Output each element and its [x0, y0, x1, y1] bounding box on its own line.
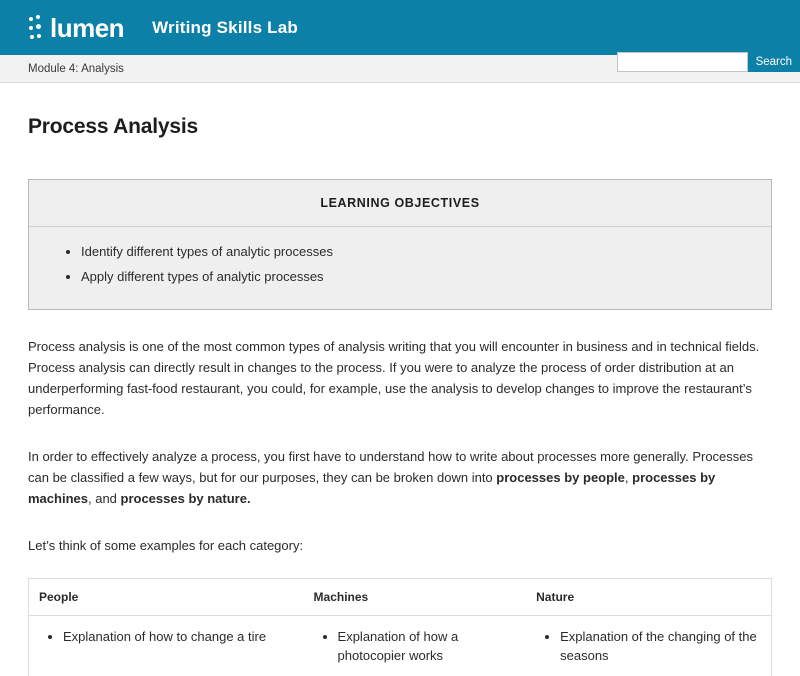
cell-people	[29, 616, 304, 676]
lumen-dots-icon	[28, 15, 44, 41]
list-item: • Apply different types of analytic processes	[81, 268, 761, 287]
search-button[interactable]: Search	[748, 52, 800, 72]
breadcrumb[interactable]: Module 4: Analysis	[28, 62, 124, 75]
paragraph-1: Process analysis is one of the most common types of analysis writing that you will encounter in business and in technical fields. Process analysis can directly result in changes to the process. If you were to analyze the process of order distribution at an underperforming fast-food restaurant, you could, for example, use the analysis to develop changes to improve the restaurant’s performance.	[28, 338, 760, 417]
list-item: • Identify different types of analytic processes	[81, 243, 761, 262]
term-processes-by-people: processes by people	[496, 469, 625, 485]
list-item: • Explanation of how a photocopier works	[338, 628, 521, 666]
site-header	[0, 0, 800, 55]
paragraph-2	[28, 446, 772, 509]
paragraph-2-sep-1: ,	[624, 469, 633, 485]
table-row	[29, 616, 771, 676]
paragraph-3: Let’s think of some examples for each category:	[28, 538, 304, 554]
column-header-machines: Machines	[313, 590, 369, 605]
main-content	[0, 115, 800, 676]
cell-machines	[304, 616, 527, 676]
logo-text: lumen	[50, 12, 125, 43]
page-title: Process Analysis	[28, 115, 198, 138]
table-header-row	[29, 579, 771, 616]
search-input[interactable]	[617, 52, 748, 72]
learning-objectives-body	[29, 227, 771, 309]
logo[interactable]	[28, 12, 125, 43]
learning-objectives-box	[28, 179, 772, 310]
column-header-people: People	[39, 590, 79, 605]
list-item: • Explanation of how to change a tire	[63, 628, 298, 647]
column-header-nature: Nature	[536, 590, 575, 605]
term-processes-by-machines: processes by machines	[28, 469, 716, 506]
breadcrumb-bar	[0, 55, 800, 83]
list-item: • Explanation of the changing of the seasons	[560, 628, 765, 666]
paragraph-2-sep-2: , and	[87, 490, 121, 506]
site-title: Writing Skills Lab	[152, 17, 298, 37]
cell-nature	[526, 616, 771, 676]
learning-objectives-heading: LEARNING OBJECTIVES	[29, 180, 771, 227]
paragraph-2-text-a: In order to effectively analyze a process, you first have to understand how to write about processes more generally. Processes can be classified a few ways, but for our purposes, they can be broken down into	[28, 448, 754, 485]
search-area	[617, 52, 800, 72]
examples-table	[28, 578, 772, 676]
term-processes-by-nature: processes by nature.	[120, 490, 251, 506]
